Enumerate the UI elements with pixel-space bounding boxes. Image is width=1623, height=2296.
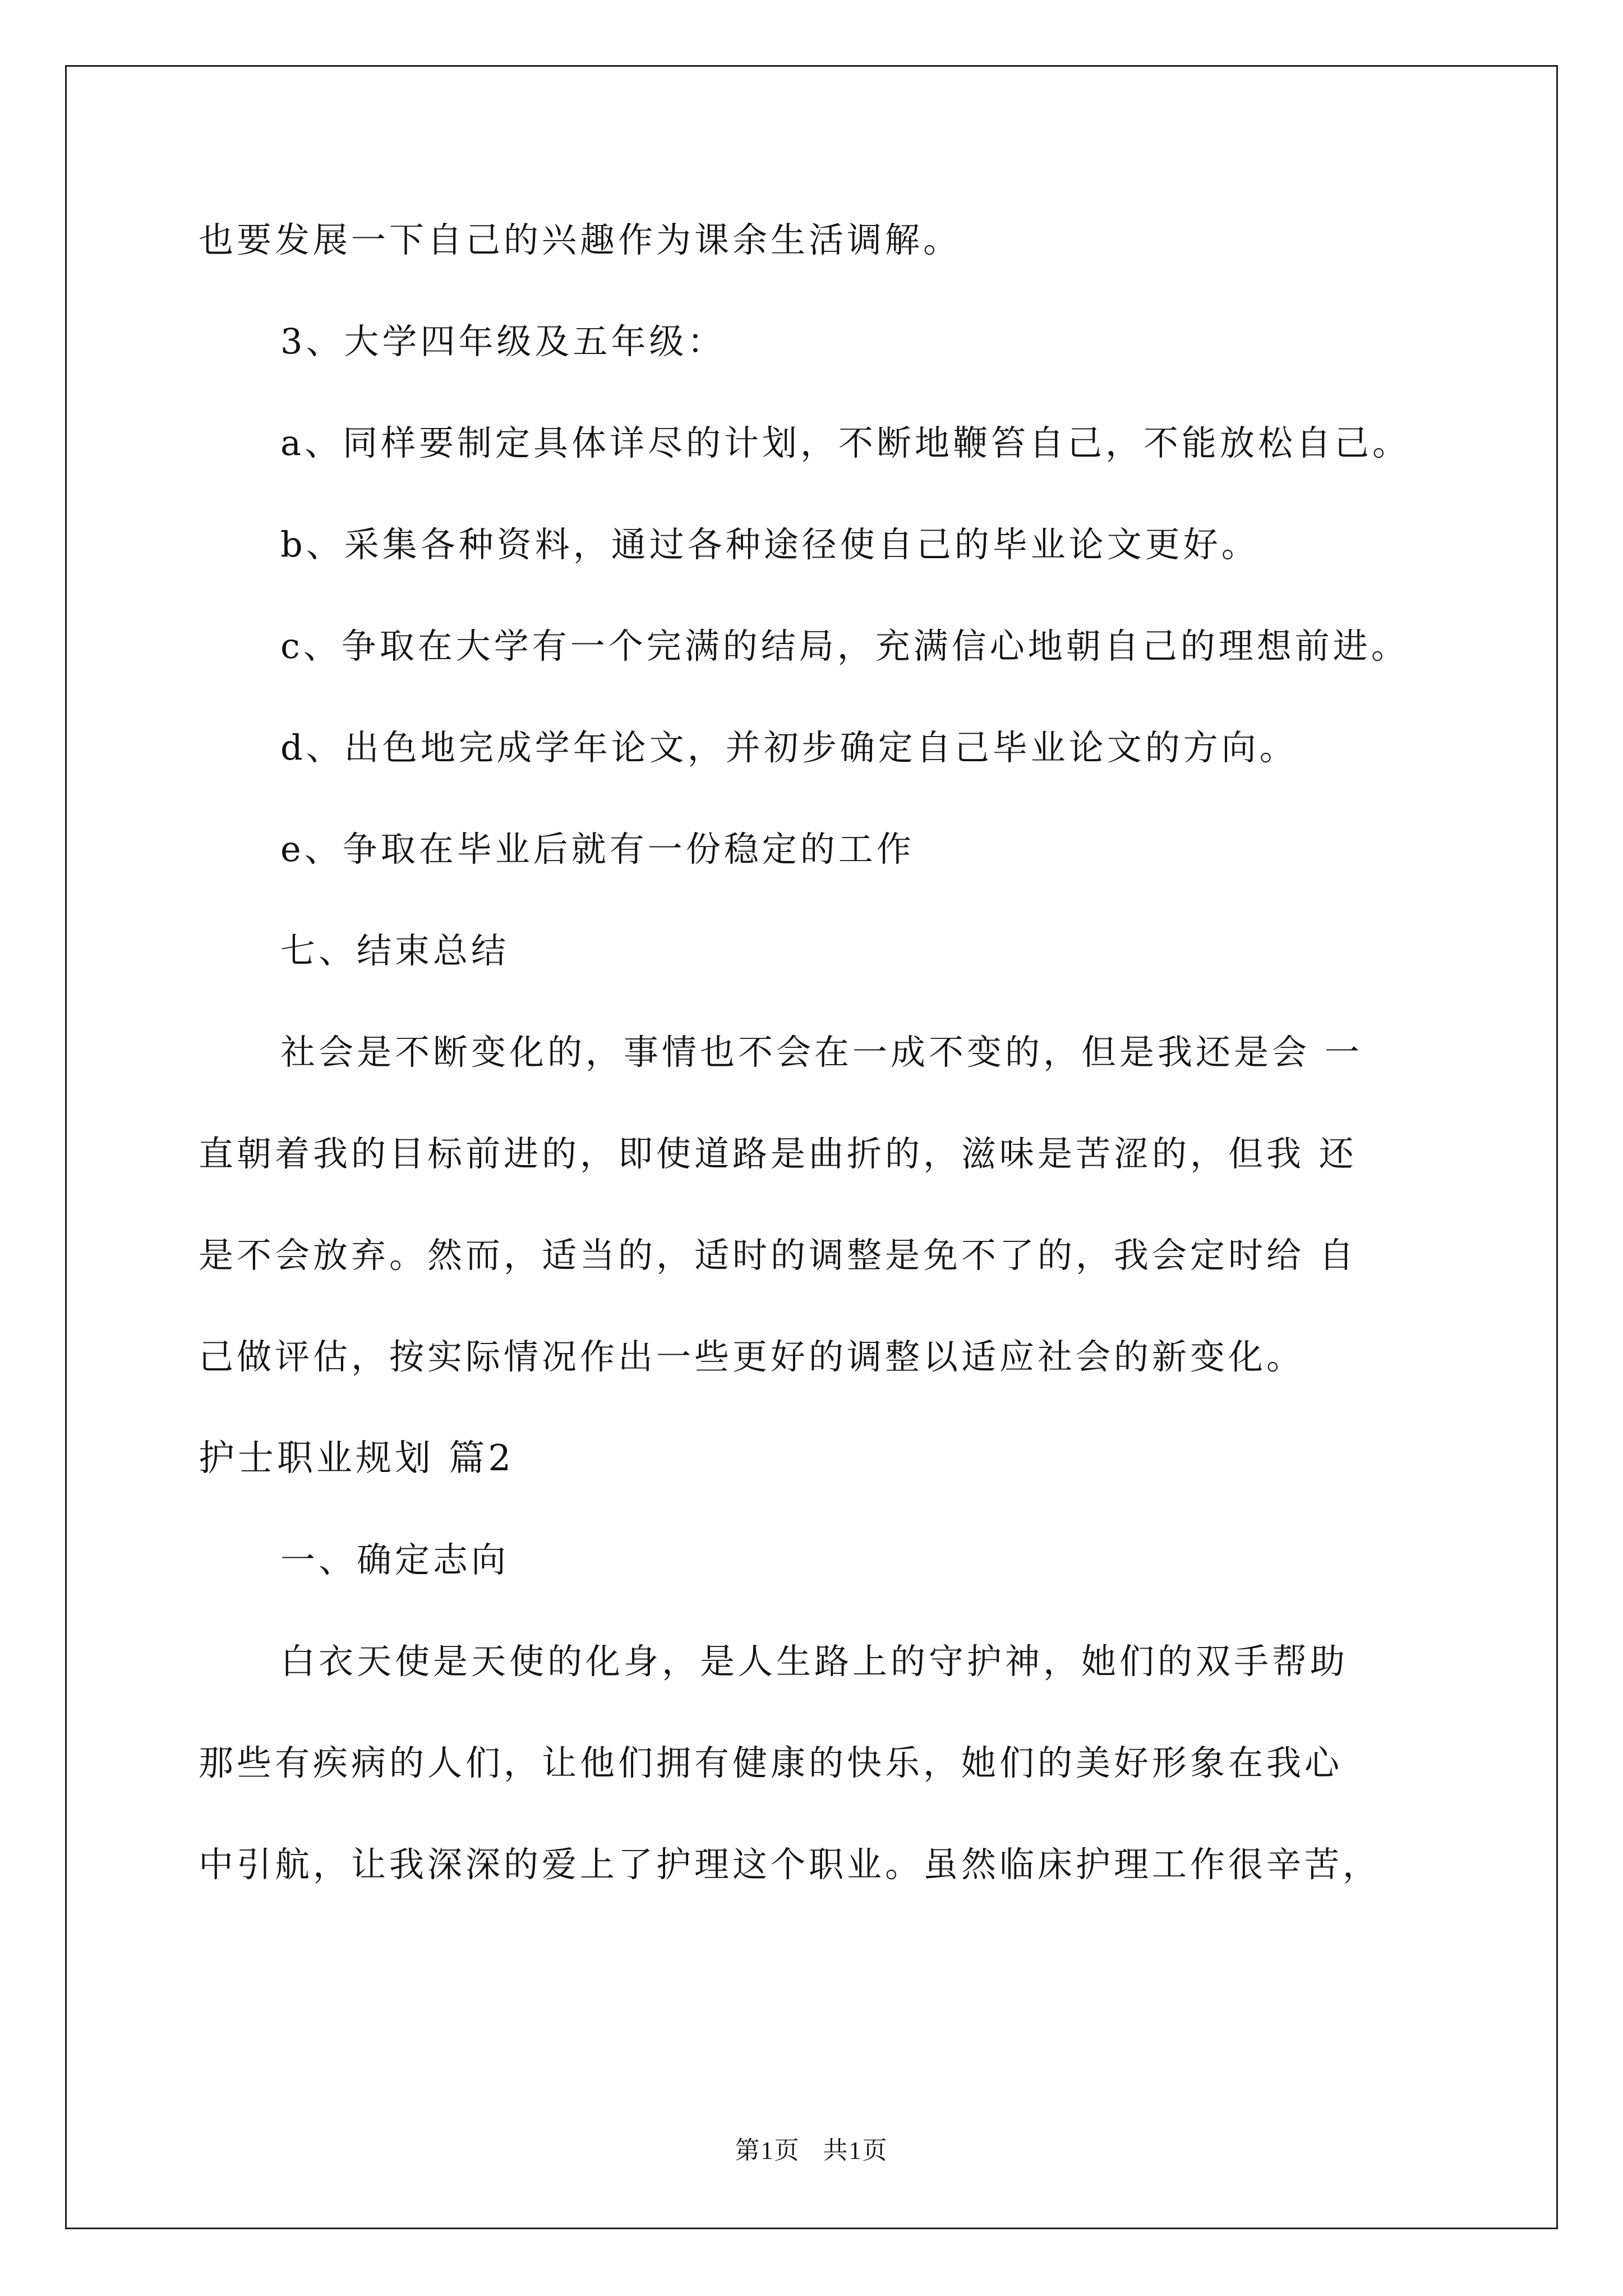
text-line-3: a、同样要制定具体详尽的计划，不断地鞭笞自己，不能放松自己。 xyxy=(280,422,1410,463)
page-footer xyxy=(0,2135,1623,2166)
text-line-12: 己做评估，按实际情况作出一些更好的调整以适应社会的新变化。 xyxy=(199,1336,1305,1377)
page-number: 第1页 xyxy=(735,2137,800,2164)
page-total: 共1页 xyxy=(823,2137,888,2164)
text-line-6: d、出色地完成学年论文，并初步确定自己毕业论文的方向。 xyxy=(280,727,1298,768)
text-line-1: 也要发展一下自己的兴趣作为课余生活调解。 xyxy=(199,219,962,260)
text-line-7: e、争取在毕业后就有一份稳定的工作 xyxy=(280,829,915,869)
text-line-5: c、争取在大学有一个完满的结局，充满信心地朝自己的理想前进。 xyxy=(280,625,1409,666)
section-heading-summary: 七、结束总结 xyxy=(280,930,510,971)
text-line-2: 3、大学四年级及五年级： xyxy=(280,321,726,362)
text-line-11: 是不会放弃。然而，适当的，适时的调整是免不了的，我会定时给 自 xyxy=(199,1235,1357,1276)
text-line-16: 那些有疾病的人们，让他们拥有健康的快乐，她们的美好形象在我心 xyxy=(199,1742,1343,1783)
article-title: 护士职业规划 篇2 xyxy=(199,1438,515,1479)
section-heading-goal: 一、确定志向 xyxy=(280,1539,510,1580)
text-line-15: 白衣天使是天使的化身，是人生路上的守护神，她们的双手帮助 xyxy=(280,1641,1349,1682)
text-line-9: 社会是不断变化的，事情也不会在一成不变的，但是我还是会 一 xyxy=(280,1032,1363,1073)
text-line-4: b、采集各种资料，通过各种途径使自己的毕业论文更好。 xyxy=(280,524,1260,565)
text-line-10: 直朝着我的目标前进的，即使道路是曲折的，滋味是苦涩的，但我 还 xyxy=(199,1133,1357,1174)
text-line-17: 中引航，让我深深的爱上了护理这个职业。虽然临床护理工作很辛苦， xyxy=(199,1844,1381,1885)
